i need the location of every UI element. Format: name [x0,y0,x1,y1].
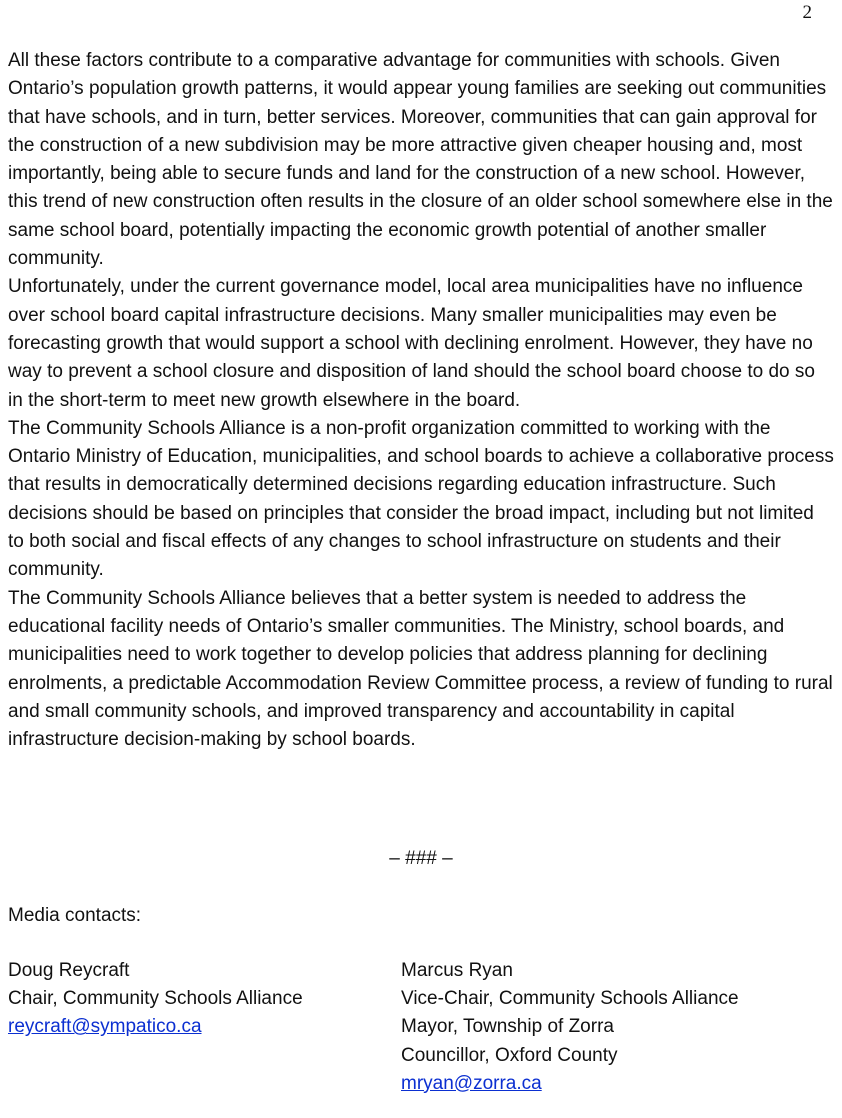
contact-title: Vice-Chair, Community Schools Alliance [401,988,739,1010]
paragraph-comparative-advantage: All these factors contribute to a comparative advantage for communities with schools. Given Ontario’s population growth patterns, it would appear young families are seeking out communities that have schools, and in turn, better services. Moreover, communities that can gain approval for the construction of a new subdivision may be more attractive given cheaper housing and, most importantly, being able to secure funds and land for the construction of a new school. However, this trend of new construction often results in the closure of an older school somewhere else in the same school board, potentially impacting the economic growth potential of another smaller community. [8,50,833,270]
contact-title: Councillor, Oxford County [401,1044,618,1066]
media-contacts-label: Media contacts: [8,905,142,926]
contact-title: Mayor, Township of Zorra [401,1016,614,1038]
contact-email-link[interactable]: reycraft@sympatico.ca [8,1016,202,1038]
contact-name: Doug Reycraft [8,960,130,981]
page-number: 2 [802,2,812,23]
press-release-body [8,47,834,754]
contact-block-reycraft [8,957,303,1042]
paragraph-governance-model: Unfortunately, under the current governance model, local area municipalities have no influence over school board capital infrastructure decisions. Many smaller municipalities may even be forecasting growth that would support a school with declining enrolment. However, they have no way to prevent a school closure and disposition of land should the school board choose to do so in the short-term to meet new growth elsewhere in the board. [8,276,815,411]
contact-name: Marcus Ryan [401,960,513,981]
contact-email-link[interactable]: mryan@zorra.ca [401,1072,542,1094]
paragraph-alliance-mission: The Community Schools Alliance is a non-profit organization committed to working with the Ontario Ministry of Education, municipalities, and school boards to achieve a collaborative process that results in democratically determined decisions regarding education infrastructure. Such decisions should be based on principles that consider the broad impact, including but not limited to both social and fiscal effects of any changes to school infrastructure on students and their community. [8,417,834,581]
contact-title: Chair, Community Schools Alliance [8,988,303,1010]
contact-block-ryan [401,957,739,1098]
paragraph-better-system: The Community Schools Alliance believes that a better system is needed to address the educational facility needs of Ontario’s smaller communities. The Ministry, school boards, and municipalities need to work together to develop policies that address planning for declining enrolments, a predictable Accommodation Review Committee process, a review of funding to rural and small community schools, and improved transparency and accountability in capital infrastructure decision-making by school boards. [8,587,833,751]
end-divider: – ### – [389,848,453,869]
